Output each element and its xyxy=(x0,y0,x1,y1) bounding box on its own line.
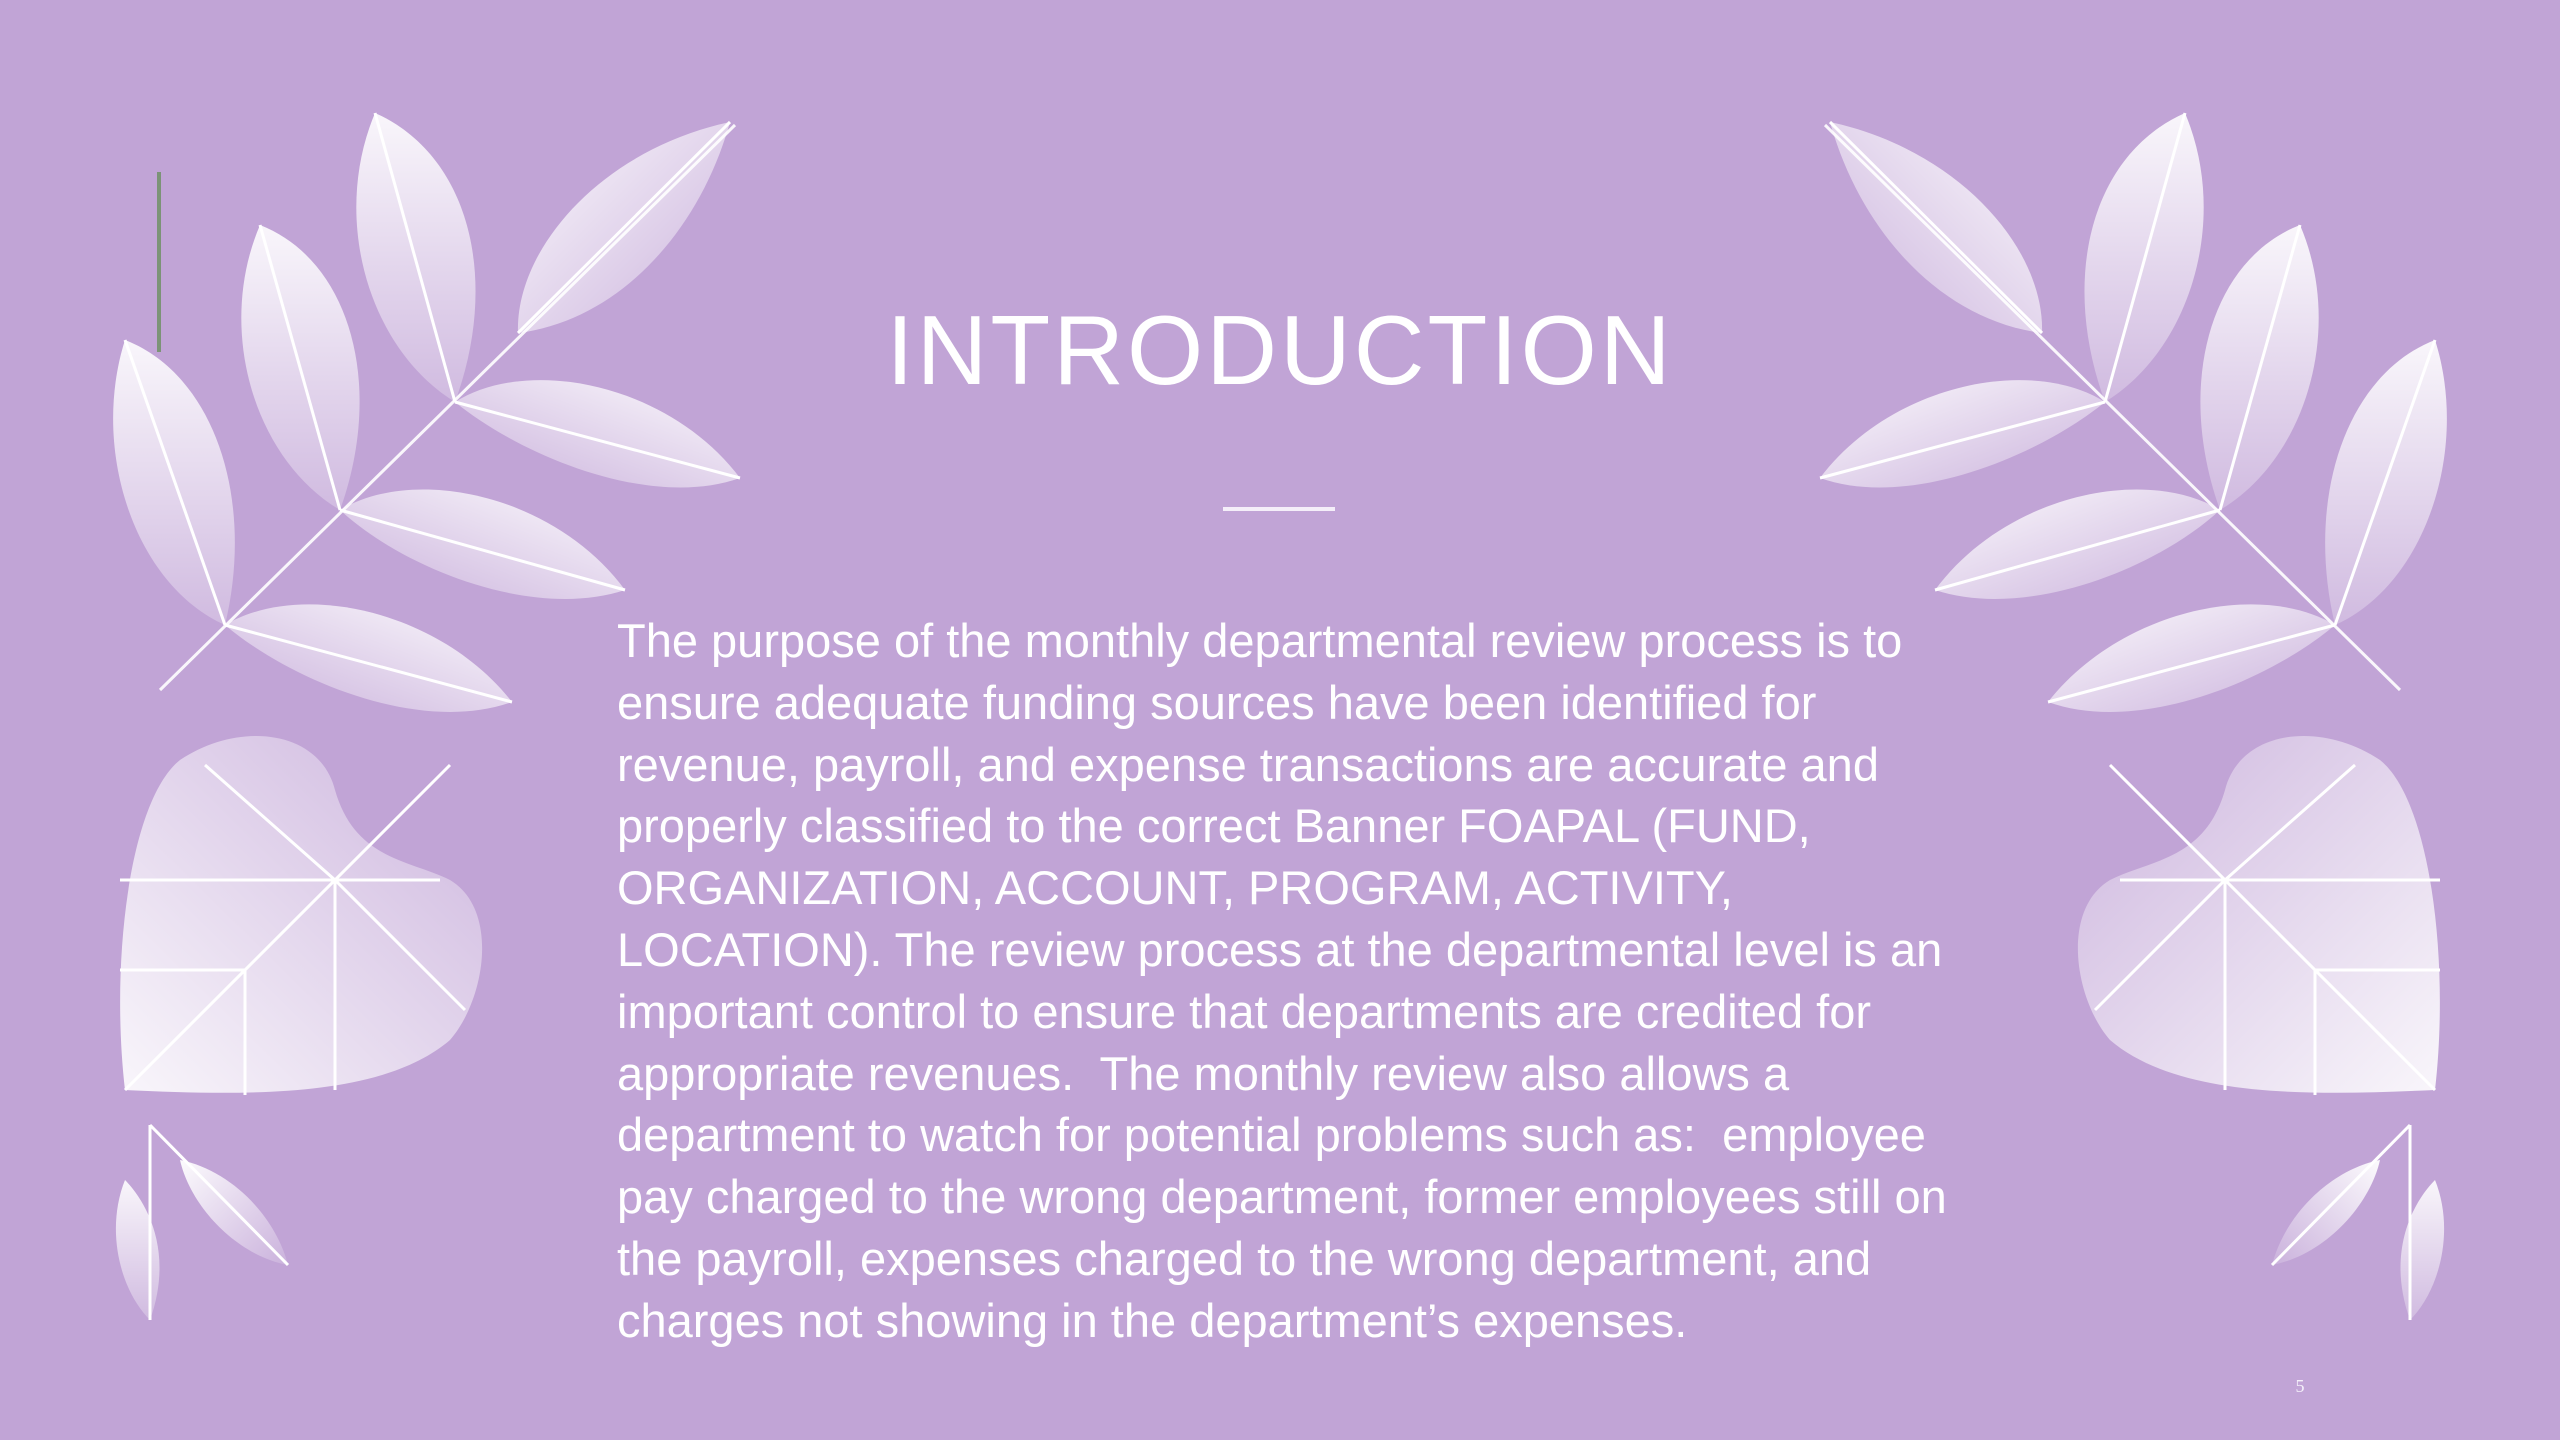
sprig-left xyxy=(116,1125,288,1320)
slide-body-text: The purpose of the monthly departmental review process is to ensure adequate funding sources have been identified for revenue, payroll, and expense transactions are accurate and properly classified to the correct Banner FOAPAL (FUND, ORGANIZATION, ACCOUNT, PROGRAM, ACTIVITY, LOCATION). The review process at the departmental level is an important control to ensure that departments are credited for appropriate revenues. The monthly review also allows a department to watch for potential problems such as: employee pay charged to the wrong department, former employees still on the payroll, expenses charged to the wrong department, and charges not showing in the department’s expenses. xyxy=(617,614,1960,1347)
sprig-right xyxy=(2272,1125,2444,1320)
slide-number: 5 xyxy=(2295,1376,2305,1396)
title-divider xyxy=(1223,507,1335,511)
heart-leaf-left xyxy=(120,736,482,1095)
slide-title: INTRODUCTION xyxy=(886,295,1674,405)
heart-leaf-right xyxy=(2078,736,2440,1095)
